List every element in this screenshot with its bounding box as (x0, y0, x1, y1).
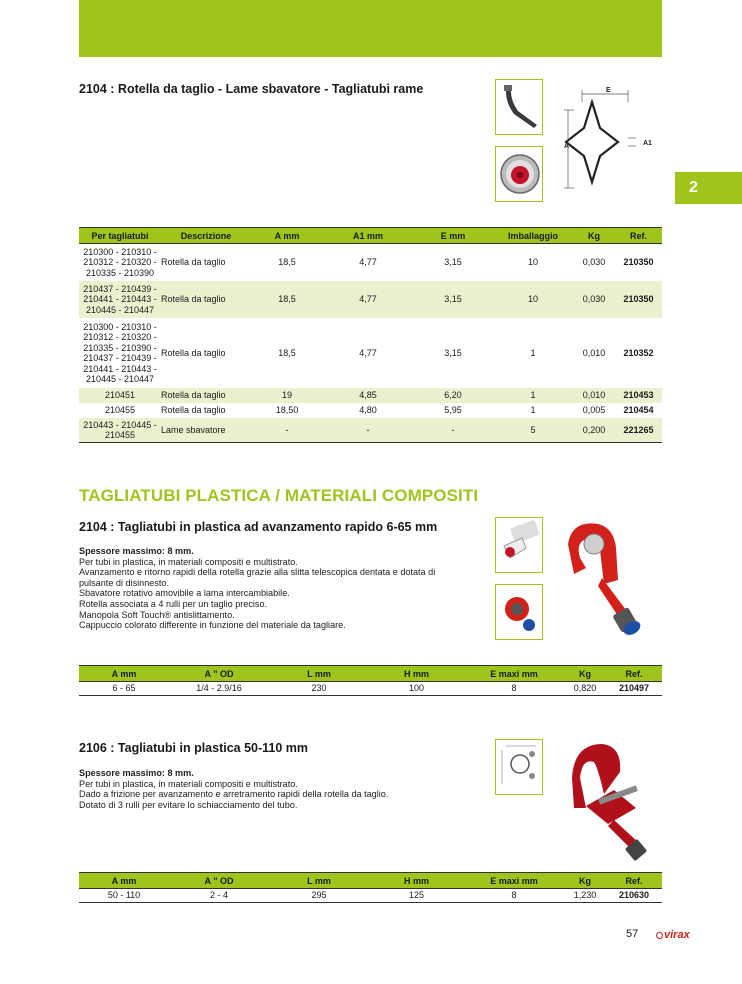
label-e: E (606, 87, 611, 94)
col-a-od: A " OD (169, 873, 269, 889)
desc-cell: Rotella da taglio (161, 257, 226, 268)
a-cell: 6 - 65 (79, 682, 169, 696)
table-row (79, 418, 662, 443)
table-row (79, 388, 662, 403)
col-imballaggio: Imballaggio (493, 228, 573, 244)
section2-lead: Spessore massimo: 8 mm. (79, 546, 194, 556)
a-cell: 18,5 (278, 257, 296, 268)
h-cell: 125 (369, 889, 464, 903)
col-h: H mm (369, 666, 464, 682)
ref-cell: 210630 (606, 889, 662, 903)
deburrer-icon (496, 518, 542, 572)
desc-line: Cappuccio colorato differente in funzione del materiale da tagliare. (79, 620, 346, 631)
e-cell: 3,15 (413, 281, 493, 318)
a-cell: 18,5 (278, 347, 296, 358)
header-band (79, 0, 662, 57)
a-cell: 50 - 110 (79, 889, 169, 903)
col-ref: Ref. (615, 228, 662, 244)
deburring-blade-icon (496, 80, 542, 134)
a-cell: 18,50 (275, 405, 299, 416)
col-descrizione: Descrizione (161, 228, 251, 244)
a1-cell: 4,85 (323, 388, 413, 403)
section3-title: 2106 : Tagliatubi in plastica 50-110 mm (79, 741, 309, 755)
col-a-od: A " OD (169, 666, 269, 682)
label-a1: A1 (643, 140, 652, 147)
ref-cell: 210454 (623, 405, 654, 416)
e-cell: - (413, 418, 493, 443)
a-cell: - (251, 418, 323, 443)
table-header-row (79, 873, 662, 889)
col-ref: Ref. (606, 873, 662, 889)
ref-cell: 210350 (623, 257, 654, 268)
section1-table (79, 227, 662, 443)
col-a: A mm (79, 873, 169, 889)
tubes-cell: 210455 (104, 405, 136, 416)
table-header-row (79, 228, 662, 244)
desc-line: Per tubi in plastica, in materiali compositi e multistrato. (79, 778, 298, 789)
tubes-cell: 210443 - 210445 - 210455 (79, 418, 161, 443)
l-cell: 295 (269, 889, 369, 903)
desc-cell: Rotella da taglio (161, 347, 226, 358)
cutter-wheel-image (495, 146, 543, 202)
a1-cell: 4,77 (359, 257, 377, 268)
col-h: H mm (369, 873, 464, 889)
section3-description (79, 768, 388, 810)
table-row (79, 682, 662, 696)
a1-cell: - (323, 418, 413, 443)
kg-cell: 0,200 (573, 418, 615, 443)
desc-cell: Rotella da taglio (161, 281, 251, 318)
schematic-image (495, 739, 543, 795)
desc-cell: Rotella da taglio (161, 388, 251, 403)
table-row (79, 403, 662, 418)
section-heading: TAGLIATUBI PLASTICA / MATERIALI COMPOSITI (79, 486, 479, 505)
ref-cell: 210352 (623, 347, 654, 358)
table-header-row (79, 666, 662, 682)
a-cell: 19 (251, 388, 323, 403)
a1-cell: 4,80 (359, 405, 377, 416)
section2-title: 2104 : Tagliatubi in plastica ad avanzamento rapido 6-65 mm (79, 520, 438, 534)
cutter-head-icon (496, 585, 542, 639)
tubes-cell: 210300 - 210310 - 210312 - 210320 - 210335 - 210390 (83, 246, 157, 278)
a-od-cell: 1/4 - 2.9/16 (169, 682, 269, 696)
section3-table (79, 872, 662, 903)
kg-cell: 0,010 (573, 388, 615, 403)
pack-cell: 1 (493, 388, 573, 403)
col-kg: Kg (564, 666, 606, 682)
chapter-tab-label: 2 (689, 179, 698, 196)
col-a1: A1 mm (323, 228, 413, 244)
wheel-dimension-diagram (560, 82, 660, 192)
kg-cell: 0,005 (582, 405, 606, 416)
col-kg: Kg (564, 873, 606, 889)
e-cell: 3,15 (444, 257, 462, 268)
deburrer-image (495, 517, 543, 573)
ref-cell: 221265 (615, 418, 662, 443)
a1-cell: 4,77 (359, 347, 377, 358)
a-od-cell: 2 - 4 (169, 889, 269, 903)
desc-line: Avanzamento e ritorno rapidi della rotella grazie alla slitta telescopica dentata e dotata di (79, 567, 436, 578)
pack-cell: 10 (527, 257, 538, 268)
col-e-maxi: E maxi mm (464, 666, 564, 682)
desc-line: Rotella associata a 4 rulli per un taglio preciso. (79, 598, 268, 609)
pack-cell: 1 (530, 347, 536, 358)
desc-line: Per tubi in plastica, in materiali compositi e multistrato. (79, 556, 298, 567)
col-l: L mm (269, 666, 369, 682)
table-row (79, 318, 662, 388)
kg-cell: 0,030 (582, 257, 606, 268)
a-cell: 18,5 (251, 281, 323, 318)
wheel-profile (566, 102, 618, 182)
table-row (79, 281, 662, 318)
desc-line: pulsante di disinnesto. (79, 577, 169, 588)
tubes-cell: 210300 - 210310 - 210312 - 210320 - 210335 - 210390 - 210437 - 210439 - 210441 - 210443 - 210445 - 210447 (83, 321, 157, 384)
table-row (79, 244, 662, 282)
pack-cell: 10 (493, 281, 573, 318)
rapid-cutter-photo (558, 514, 658, 642)
ref-cell: 210497 (606, 682, 662, 696)
large-cutter-photo (558, 738, 668, 866)
table-row (79, 889, 662, 903)
desc-cell: Rotella da taglio (161, 405, 226, 416)
chapter-tab[interactable] (675, 172, 742, 204)
e-maxi-cell: 8 (464, 682, 564, 696)
desc-line: Dado a frizione per avanzamento e arretramento rapidi della rotella da taglio. (79, 789, 389, 800)
desc-line: Manopola Soft Touch® antislittamento. (79, 609, 235, 620)
col-kg: Kg (573, 228, 615, 244)
cutter-head-image (495, 584, 543, 640)
e-cell: 3,15 (444, 347, 462, 358)
pack-cell: 1 (530, 405, 536, 416)
label-a: A (564, 143, 570, 150)
col-ref: Ref. (606, 666, 662, 682)
cutting-wheel-icon (496, 147, 542, 201)
section2-description (79, 546, 435, 631)
cutter-schematic-icon (496, 740, 542, 794)
section3-lead: Spessore massimo: 8 mm. (79, 768, 194, 778)
h-cell: 100 (369, 682, 464, 696)
col-l: L mm (269, 873, 369, 889)
e-cell: 5,95 (444, 405, 462, 416)
logo-mark-icon (656, 932, 663, 939)
pack-cell: 5 (493, 418, 573, 443)
desc-line: Sbavatore rotativo amovibile a lama intercambiabile. (79, 588, 290, 599)
col-per-tagliatubi: Per tagliatubi (79, 228, 161, 244)
desc-cell: Lame sbavatore (161, 418, 251, 443)
desc-line: Dotato di 3 rulli per evitare lo schiacciamento del tubo. (79, 799, 298, 810)
l-cell: 230 (269, 682, 369, 696)
col-e-maxi: E maxi mm (464, 873, 564, 889)
col-e: E mm (413, 228, 493, 244)
col-a: A mm (251, 228, 323, 244)
ref-cell: 210350 (615, 281, 662, 318)
section2-table (79, 665, 662, 696)
kg-cell: 0,820 (564, 682, 606, 696)
kg-cell: 0,010 (582, 347, 606, 358)
brand-logo[interactable] (656, 929, 690, 941)
page-number: 57 (626, 928, 639, 940)
blade-image (495, 79, 543, 135)
e-cell: 6,20 (413, 388, 493, 403)
a1-cell: 4,77 (323, 281, 413, 318)
section1-title: 2104 : Rotella da taglio - Lame sbavatore - Tagliatubi rame (79, 82, 424, 96)
e-maxi-cell: 8 (464, 889, 564, 903)
col-a: A mm (79, 666, 169, 682)
kg-cell: 0,030 (573, 281, 615, 318)
kg-cell: 1,230 (564, 889, 606, 903)
brand-name: virax (664, 929, 690, 941)
tubes-cell: 210451 (79, 388, 161, 403)
ref-cell: 210453 (615, 388, 662, 403)
tubes-cell: 210437 - 210439 - 210441 - 210443 - 210445 - 210447 (79, 281, 161, 318)
